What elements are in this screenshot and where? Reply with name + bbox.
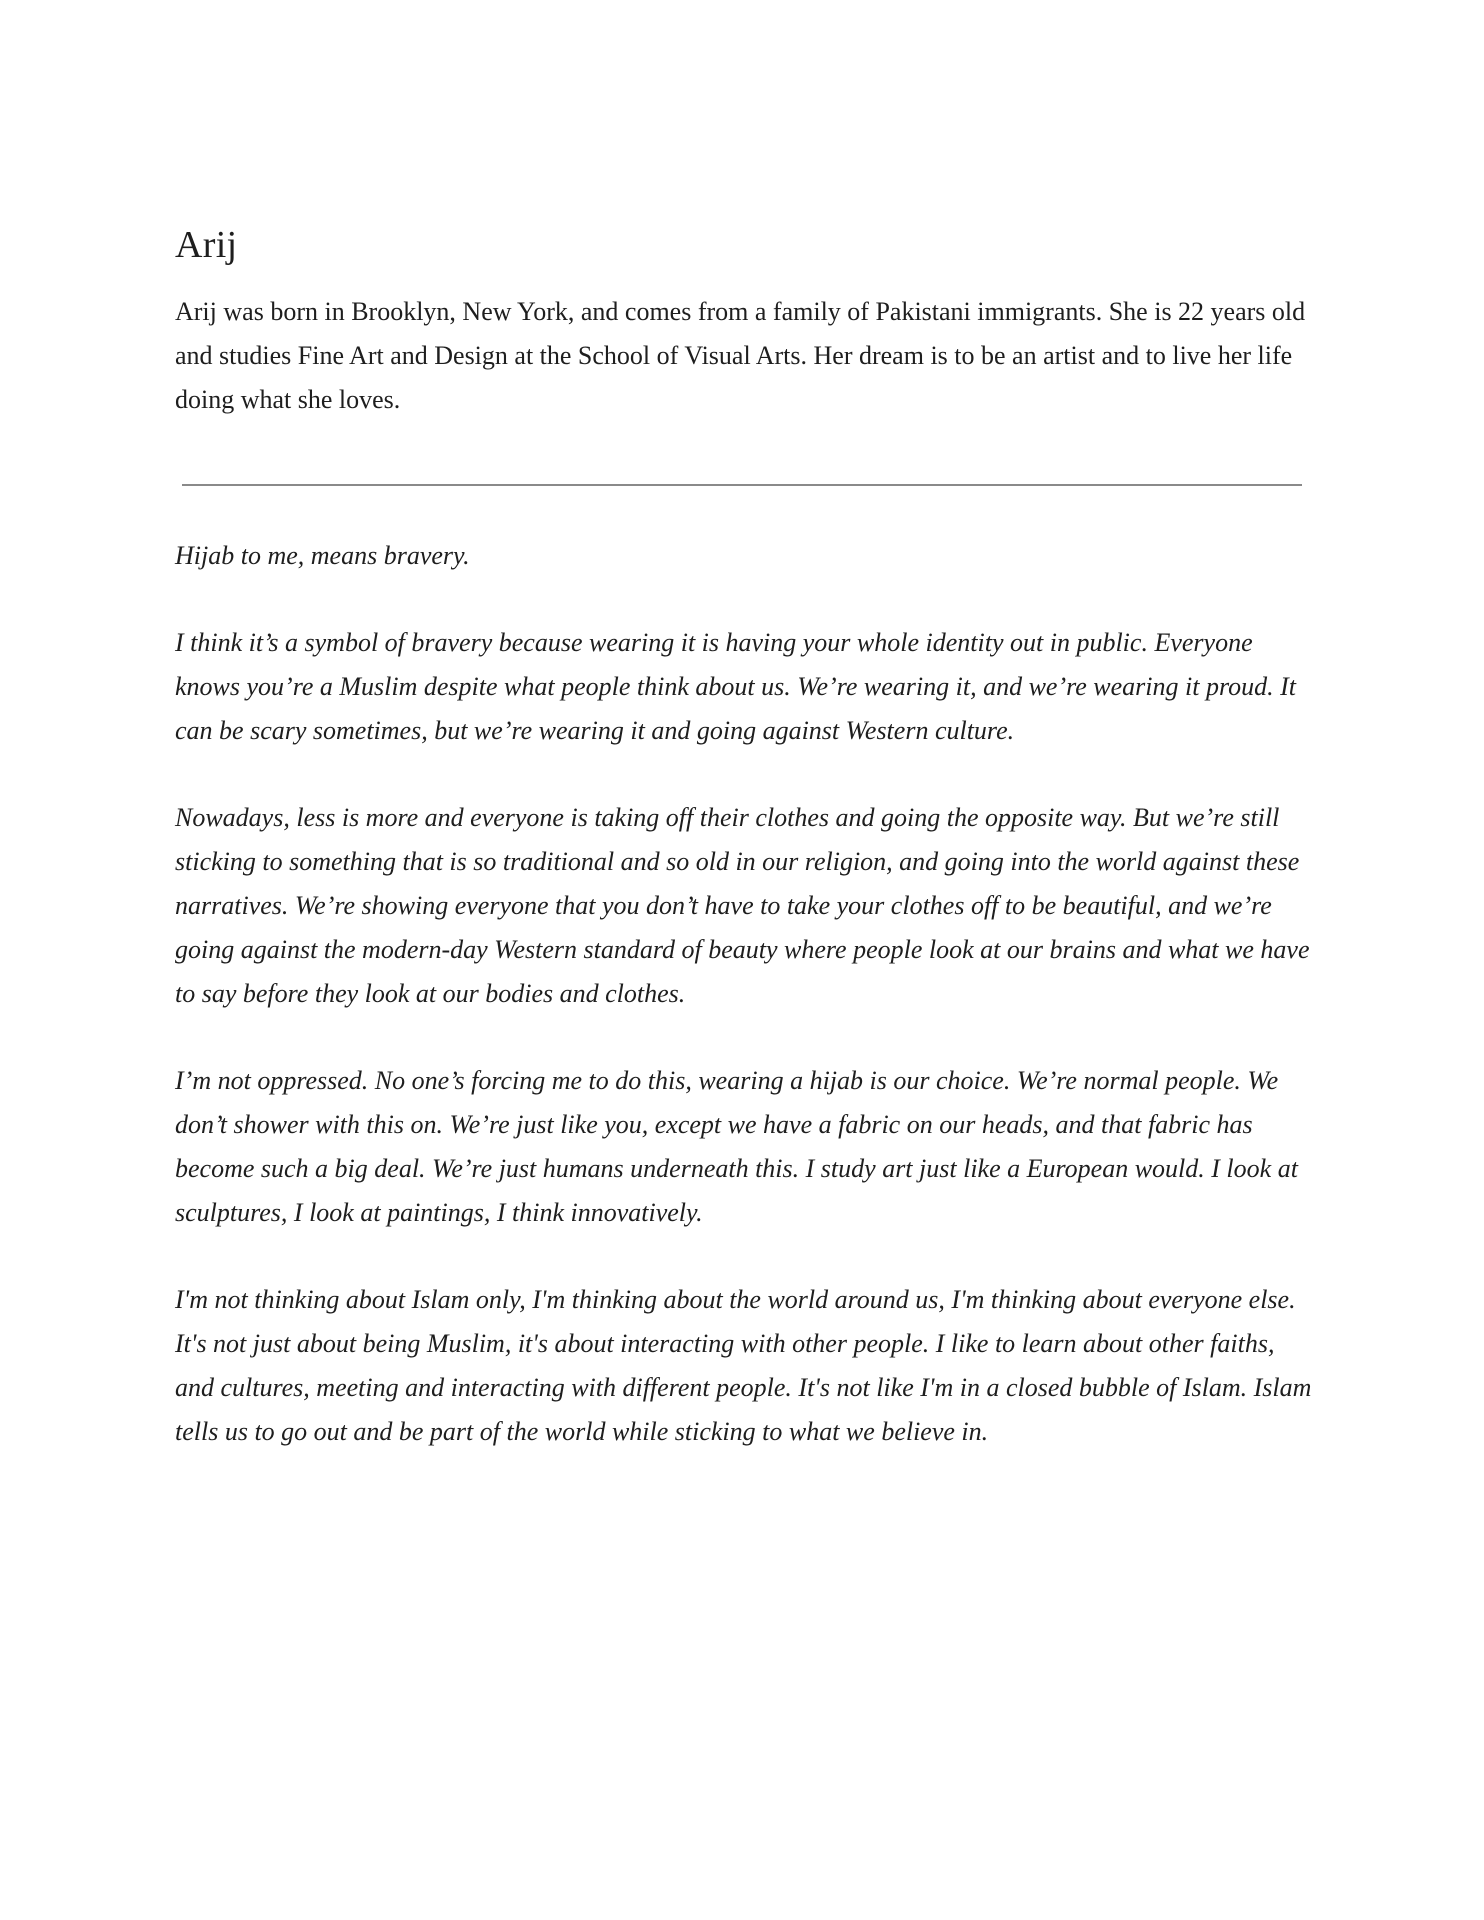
quote-paragraph: Hijab to me, means bravery. (175, 541, 470, 570)
quote-block (175, 534, 1315, 1497)
person-name-heading: Arij (175, 224, 238, 266)
quote-paragraph: I'm not thinking about Islam only, I'm thinking about the world around us, I'm thinking about everyone else. It's not just about being Muslim, it's about interacting with other people. I like to learn about other faiths, and cultures, meeting and interacting with different people. It's not like I'm in a closed bubble of Islam. Islam tells us to go out and be part of the world while sticking to what we believe in. (175, 1285, 1312, 1446)
section-divider (182, 484, 1302, 486)
document-page (175, 222, 1315, 1446)
quote-paragraph: I’m not oppressed. No one’s forcing me to do this, wearing a hijab is our choice. We’re normal people. We don’t shower with this on. We’re just like you, except we have a fabric on our heads, and that fabric has become such a big deal. We’re just humans underneath this. I study art just like a European would. I look at sculptures, I look at paintings, I think innovatively. (175, 1066, 1298, 1227)
quote-paragraph: Nowadays, less is more and everyone is taking off their clothes and going the opposite way. But we’re still sticking to something that is so traditional and so old in our religion, and going into the world against these narratives. We’re showing everyone that you don’t have to take your clothes off to be beautiful, and we’re going against the modern-day Western standard of beauty where people look at our brains and what we have to say before they look at our bodies and clothes. (175, 803, 1310, 1008)
quote-paragraph: I think it’s a symbol of bravery because wearing it is having your whole identity out in public. Everyone knows you’re a Muslim despite what people think about us. We’re wearing it, and we’re wearing it proud. It can be scary sometimes, but we’re wearing it and going against Western culture. (175, 628, 1297, 745)
bio-paragraph: Arij was born in Brooklyn, New York, and comes from a family of Pakistani immigrants. She is 22 years old and studies Fine Art and Design at the School of Visual Arts. Her dream is to be an artist and to live her life doing what she loves. (175, 297, 1306, 414)
